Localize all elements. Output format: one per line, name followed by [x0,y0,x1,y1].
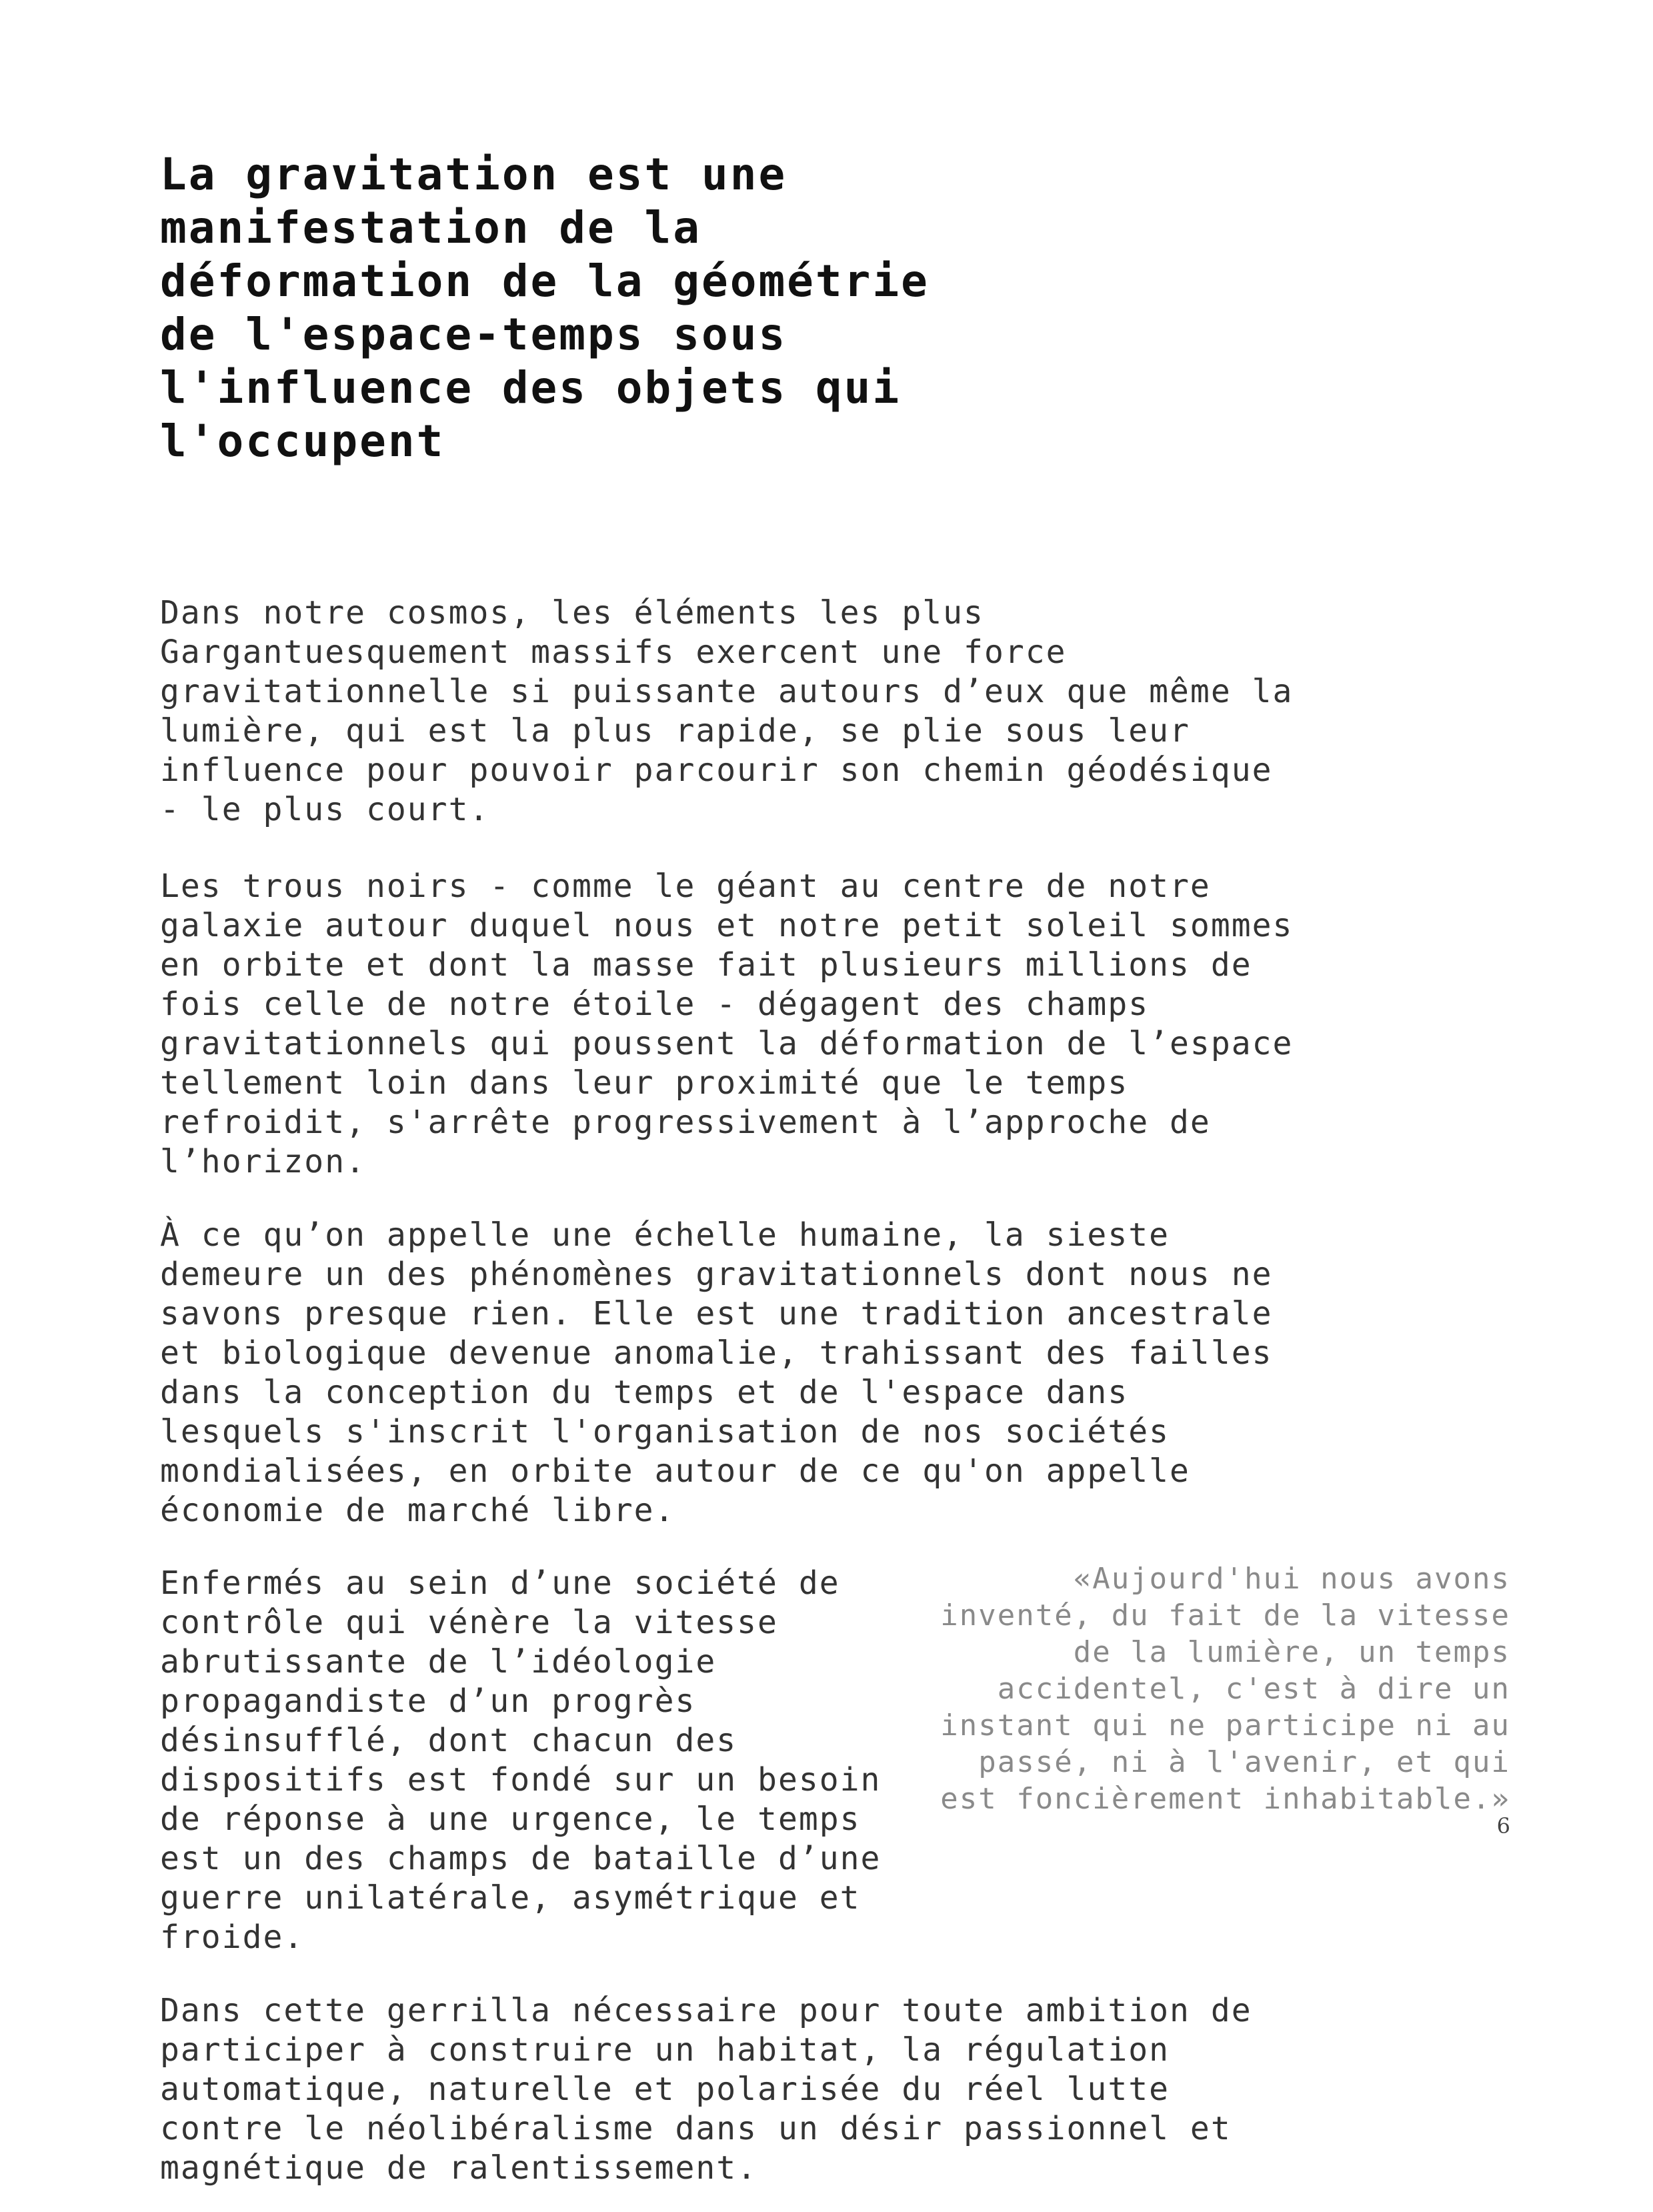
title-line: déformation de la géométrie [160,255,930,307]
quote-line: instant qui ne participe ni au [940,1709,1510,1743]
text-line: contrôle qui vénère la vitesse [160,1604,778,1641]
quote-line: accidentel, c'est à dire un [997,1672,1510,1706]
text-line: Dans notre cosmos, les éléments les plus [160,594,984,632]
text-line: en orbite et dont la masse fait plusieurs millions de [160,946,1252,984]
text-line: Gargantuesquement massifs exercent une force [160,634,1067,671]
paragraph-black-holes [160,867,1293,1182]
paragraph-sieste [160,1216,1273,1530]
text-line: l’horizon. [160,1143,366,1180]
text-line: refroidit, s'arrête progressivement à l’approche de [160,1104,1211,1141]
text-line: Les trous noirs - comme le géant au centre de notre [160,868,1211,905]
text-line: et biologique devenue anomalie, trahissant des failles [160,1334,1273,1372]
text-line: désinsufflé, dont chacun des [160,1722,737,1759]
paragraph-societe-controle [160,1564,881,1957]
text-line: dans la conception du temps et de l'espace dans [160,1374,1129,1411]
text-line: - le plus court. [160,791,490,828]
text-line: galaxie autour duquel nous et notre petit soleil sommes [160,907,1294,944]
text-line: lumière, qui est la plus rapide, se plie sous leur [160,712,1190,750]
text-line: froide. [160,1919,305,1956]
text-line: À ce qu’on appelle une échelle humaine, la sieste [160,1216,1170,1254]
page-title [160,148,960,468]
quote-line: «Aujourd'hui nous avons [1073,1562,1510,1596]
text-line: lesquels s'inscrit l'organisation de nos sociétés [160,1413,1170,1450]
quote-line: est foncièrement inhabitable.» [940,1782,1510,1816]
text-line: abrutissante de l’idéologie [160,1643,717,1681]
text-line: participer à construire un habitat, la régulation [160,2031,1170,2069]
footnote-number: 6 [1496,1813,1510,1839]
text-line: contre le néolibéralisme dans un désir passionnel et [160,2110,1232,2147]
text-line: guerre unilatérale, asymétrique et [160,1879,861,1917]
text-line: dispositifs est fondé sur un besoin [160,1761,882,1799]
text-line: fois celle de notre étoile - dégagent des champs [160,986,1150,1023]
text-line: demeure un des phénomènes gravitationnels dont nous ne [160,1256,1273,1293]
text-line: Enfermés au sein d’une société de [160,1564,840,1602]
text-line: tellement loin dans leur proximité que le temps [160,1064,1129,1102]
text-line: de réponse à une urgence, le temps [160,1801,861,1838]
text-line: Dans cette gerrilla nécessaire pour toute ambition de [160,1992,1252,2029]
quote-line: de la lumière, un temps [1073,1635,1510,1669]
text-line: automatique, naturelle et polarisée du réel lutte [160,2071,1170,2108]
text-line: économie de marché libre. [160,1492,675,1529]
title-line: La gravitation est une [160,149,787,200]
text-line: influence pour pouvoir parcourir son chemin géodésique [160,752,1273,789]
title-line: manifestation de la [160,202,701,253]
text-line: mondialisées, en orbite autour de ce qu'on appelle [160,1452,1190,1490]
text-line: savons presque rien. Elle est une tradition ancestrale [160,1295,1273,1332]
paragraph-guerilla [160,1991,1252,2188]
text-line: gravitationnels qui poussent la déformation de l’espace [160,1025,1294,1062]
quote-line: passé, ni à l'avenir, et qui [978,1745,1510,1779]
title-line: l'influence des objets qui [160,362,902,413]
text-line: propagandiste d’un progrès [160,1683,696,1720]
paragraph-cosmos [160,594,1293,830]
side-quote [920,1560,1510,1817]
title-line: de l'espace-temps sous [160,309,787,360]
title-line: l'occupent [160,415,445,467]
text-line: est un des champs de bataille d’une [160,1840,882,1877]
quote-line: inventé, du fait de la vitesse [940,1598,1510,1632]
text-line: magnétique de ralentissement. [160,2149,758,2187]
text-line: gravitationnelle si puissante autours d’eux que même la [160,673,1294,710]
